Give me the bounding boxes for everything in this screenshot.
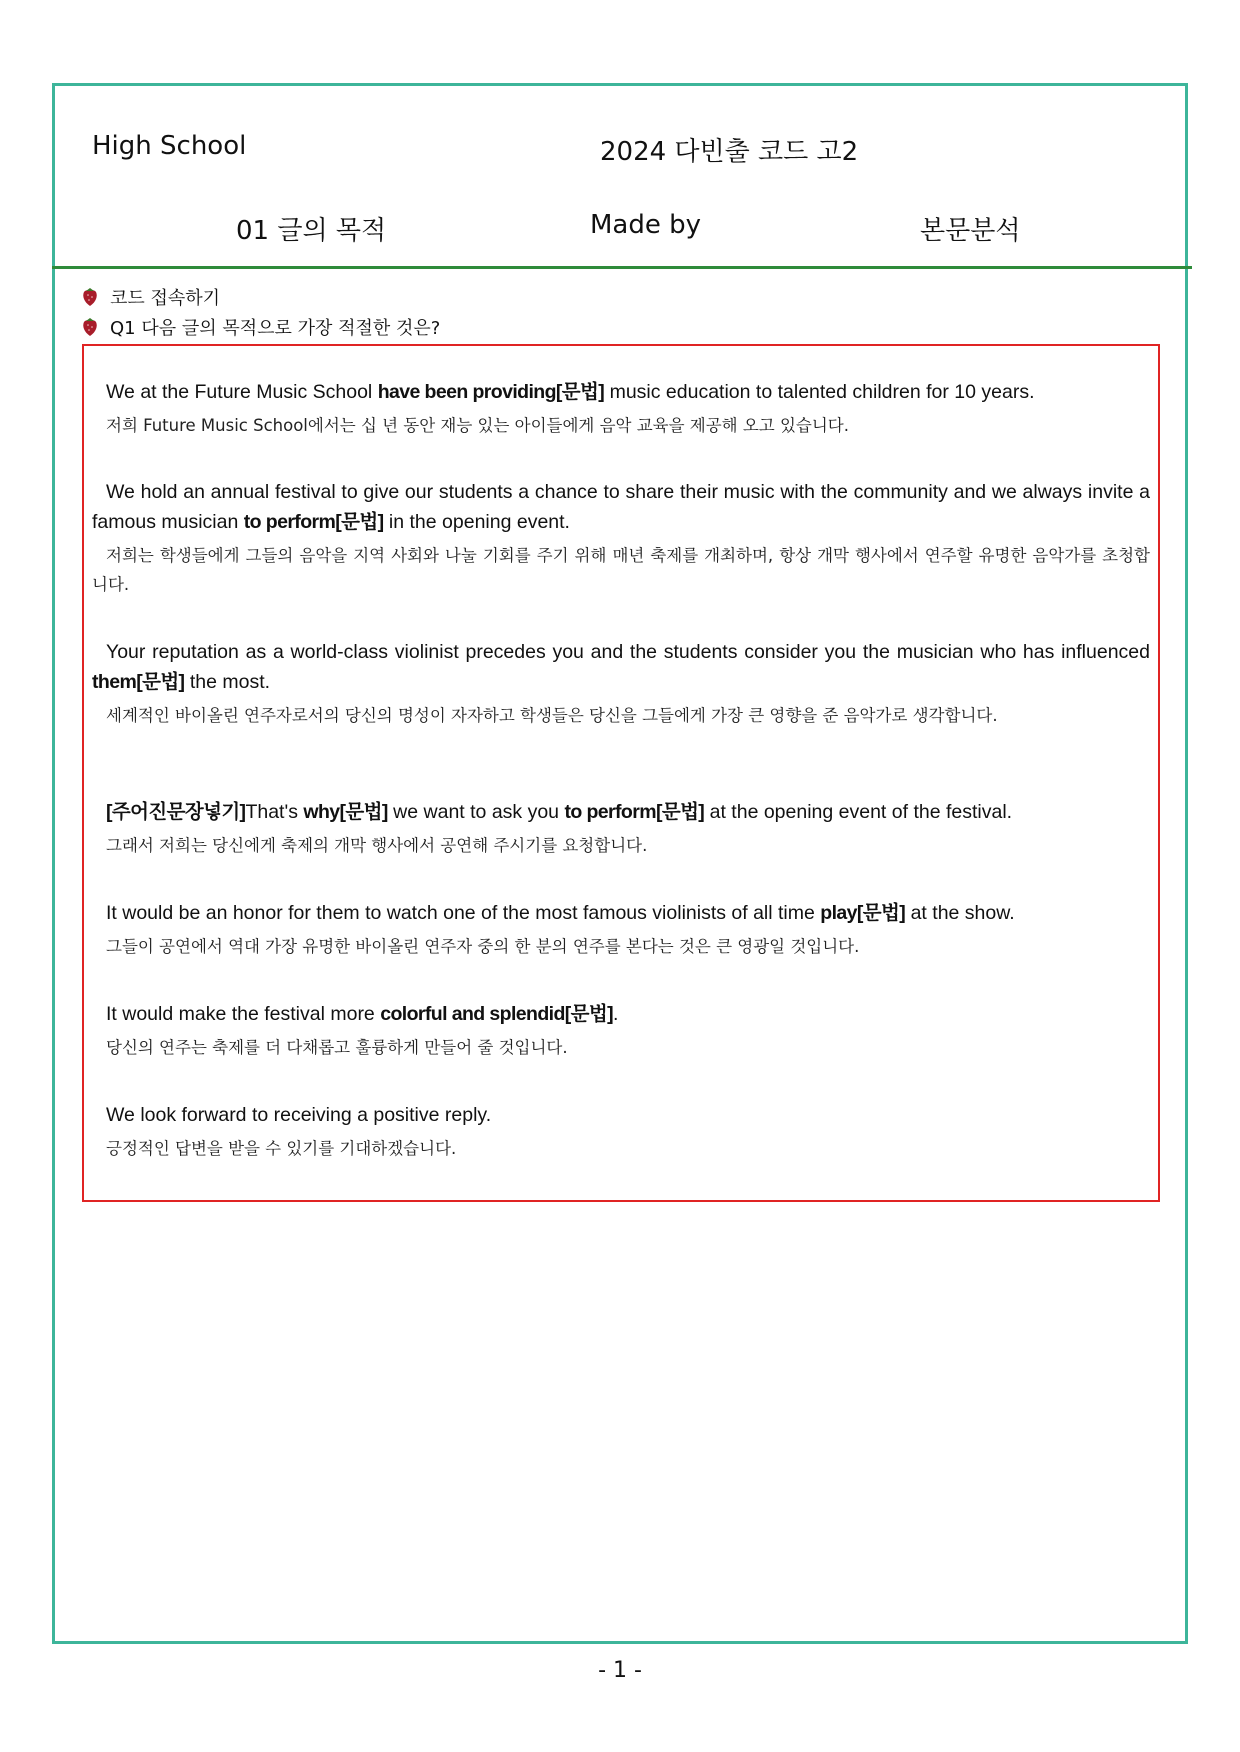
passage-7 — [92, 1100, 1150, 1163]
page-number: - 1 - — [598, 1658, 642, 1683]
korean-translation: 저희는 학생들에게 그들의 음악을 지역 사회와 나눌 기회를 주기 위해 매년 축제를 개최하며, 항상 개막 행사에서 연주할 유명한 음악가를 초청합니다. — [92, 546, 1150, 594]
passage-3 — [92, 637, 1150, 730]
english-sentence: It would be an honor for them to watch one of the most famous violinists of all time play[문법] at the show. — [106, 902, 1015, 924]
korean-translation: 그래서 저희는 당신에게 축제의 개막 행사에서 공연해 주시기를 요청합니다. — [106, 836, 648, 855]
english-sentence: We hold an annual festival to give our students a chance to share their music with the community and we always invite a famous musician to perform[문법] in the opening event. — [92, 481, 1150, 533]
english-sentence: We look forward to receiving a positive reply. — [106, 1104, 492, 1126]
passage-4 — [92, 797, 1150, 860]
bullet-item-question — [82, 312, 440, 342]
header-divider — [52, 266, 1192, 269]
document-title: 2024 다빈출 코드 고2 — [600, 137, 859, 167]
passage-box — [82, 344, 1160, 1202]
strawberry-icon — [82, 287, 98, 307]
passage-1 — [92, 377, 1150, 440]
english-sentence: We at the Future Music School have been providing[문법] music education to talented children for 10 years. — [106, 381, 1035, 403]
bullet-text: 코드 접속하기 — [110, 288, 221, 309]
english-sentence: Your reputation as a world-class violinist precedes you and the students consider you the musician who has influenced them[문법] the most. — [92, 641, 1150, 693]
korean-translation: 긍정적인 답변을 받을 수 있기를 기대하겠습니다. — [106, 1139, 457, 1158]
korean-translation: 세계적인 바이올린 연주자로서의 당신의 명성이 자자하고 학생들은 당신을 그들에게 가장 큰 영향을 준 음악가로 생각합니다. — [106, 706, 998, 725]
strawberry-icon — [82, 317, 98, 337]
analysis-type: 본문분석 — [920, 216, 1021, 246]
passage-5 — [92, 898, 1150, 961]
bullet-text: Q1 다음 글의 목적으로 가장 적절한 것은? — [110, 318, 441, 339]
korean-translation: 당신의 연주는 축제를 더 다채롭고 훌륭하게 만들어 줄 것입니다. — [106, 1038, 568, 1057]
korean-translation: 그들이 공연에서 역대 가장 유명한 바이올린 연주자 중의 한 분의 연주를 본다는 것은 큰 영광일 것입니다. — [106, 937, 860, 956]
korean-translation: 저희 Future Music School에서는 십 년 동안 재능 있는 아이들에게 음악 교육을 제공해 오고 있습니다. — [106, 416, 849, 435]
passage-2 — [92, 477, 1150, 599]
english-sentence: It would make the festival more colorful and splendid[문법]. — [106, 1003, 619, 1025]
bullet-list — [82, 282, 440, 342]
made-by-label: Made by — [590, 210, 702, 240]
passage-6 — [92, 999, 1150, 1062]
english-sentence: [주어진문장넣기]That's why[문법] we want to ask you to perform[문법] at the opening event of the festival. — [106, 801, 1013, 823]
school-label: High School — [92, 131, 247, 161]
section-title: 01 글의 목적 — [236, 216, 387, 246]
bullet-item-code — [82, 282, 440, 312]
